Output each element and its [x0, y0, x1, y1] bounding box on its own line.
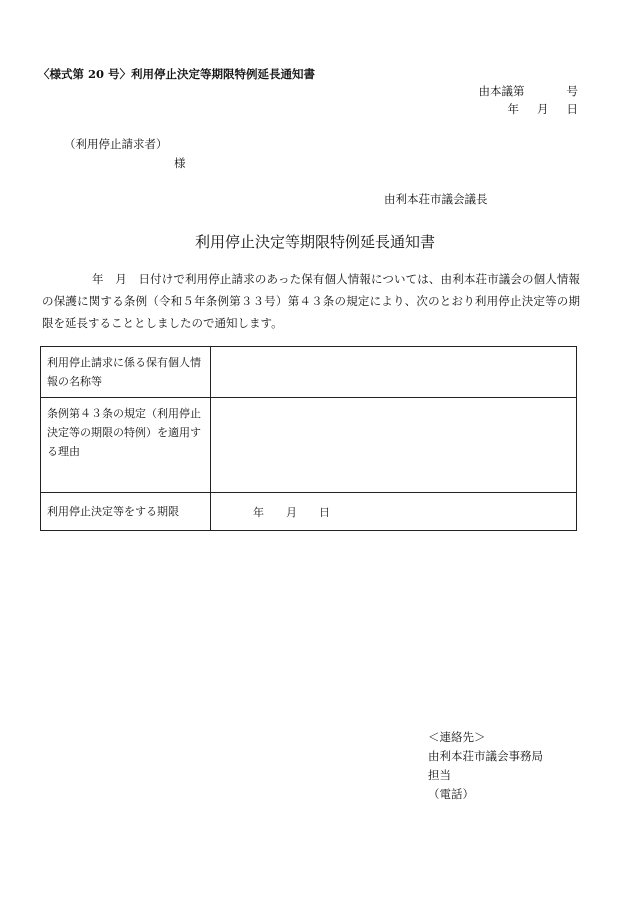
issue-number	[479, 83, 579, 99]
contact-phone: （電話）	[428, 787, 474, 801]
issue-date-month: 月	[537, 102, 549, 116]
table-row	[41, 493, 577, 531]
sender-name: 由利本荘市議会議長	[384, 192, 488, 206]
table-header-cell: 条例第４３条の規定（利用停止決定等の期限の特例）を適用する理由	[41, 398, 211, 493]
table-value-cell[interactable]	[211, 398, 577, 493]
recipient-honorific: 様	[174, 156, 186, 170]
table-value-cell[interactable]	[211, 347, 577, 398]
table-header-cell: 利用停止請求に係る保有個人情報の名称等	[41, 347, 211, 398]
issue-date-day: 日	[566, 102, 578, 116]
contact-office: 由利本荘市議会事務局	[428, 749, 543, 763]
table-row	[41, 347, 577, 398]
table-row	[41, 398, 577, 493]
document-title: 利用停止決定等期限特例延長通知書	[194, 233, 435, 251]
deadline-day: 日	[319, 505, 330, 519]
issue-number-suffix: 号	[566, 84, 578, 98]
issue-number-prefix: 由本議第	[478, 84, 525, 98]
issue-date	[508, 101, 579, 117]
body-paragraph: 年 月 日付けで利用停止請求のあった保有個人情報については、由利本荘市議会の個人情報の保護に関する条例（令和５年条例第３３号）第４３条の規定により、次のとおり利用停止決定等の期限を延長することとしましたので通知します。	[42, 272, 580, 330]
contact-block	[428, 728, 543, 804]
table-header-cell: 利用停止決定等をする期限	[41, 493, 211, 531]
deadline-month: 月	[286, 505, 297, 519]
deadline-date	[217, 504, 570, 520]
deadline-date-cell[interactable]	[211, 493, 577, 531]
info-table	[40, 346, 577, 531]
contact-heading: ＜連絡先＞	[428, 730, 486, 744]
form-number-label: 〈様式第 20 号〉利用停止決定等期限特例延長通知書	[38, 67, 316, 81]
recipient-label: （利用停止請求者）	[64, 137, 168, 151]
contact-person: 担当	[428, 768, 451, 782]
deadline-year: 年	[253, 505, 264, 519]
issue-date-year: 年	[507, 102, 519, 116]
